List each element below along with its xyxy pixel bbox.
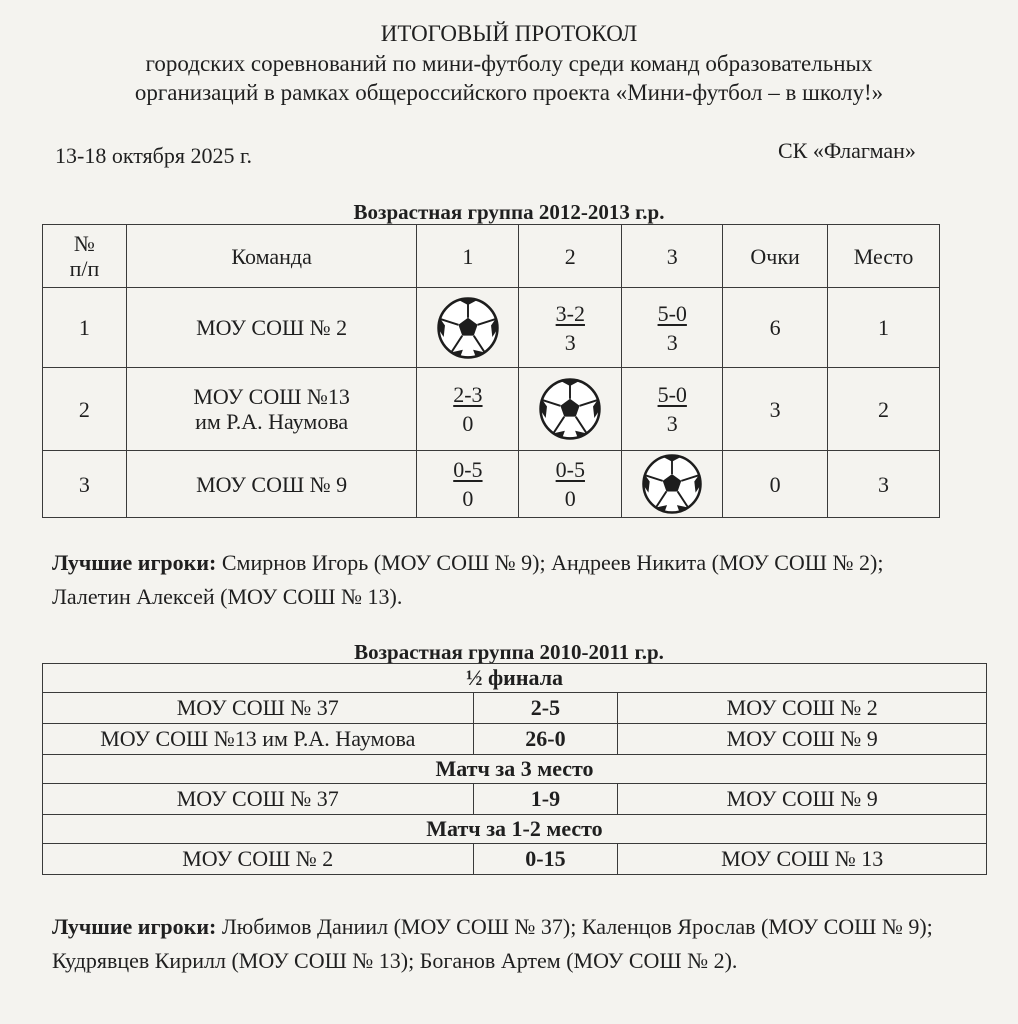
row-num: 2	[43, 368, 127, 451]
row-place: 3	[828, 451, 940, 518]
stage-row	[43, 664, 987, 693]
header-col3: 3	[622, 225, 723, 288]
soccer-ball-icon	[538, 377, 602, 441]
row-place: 1	[828, 288, 940, 368]
match-score: 26-0	[473, 724, 618, 755]
away-team: МОУ СОШ № 9	[618, 724, 987, 755]
match-row	[43, 724, 987, 755]
stage-row	[43, 815, 987, 844]
row-num: 3	[43, 451, 127, 518]
home-team: МОУ СОШ №13 им Р.А. Наумова	[43, 724, 474, 755]
soccer-ball-icon	[436, 296, 500, 360]
document-title: ИТОГОВЫЙ ПРОТОКОЛ	[380, 21, 638, 46]
match-row	[43, 693, 987, 724]
row-team: МОУ СОШ № 9	[126, 451, 417, 518]
header-place: Место	[828, 225, 940, 288]
score-cell: $\frac{3-2}{3}$	[519, 288, 622, 368]
stage-final: Матч за 1-2 место	[43, 815, 987, 844]
row-num: 1	[43, 288, 127, 368]
table-row	[43, 288, 940, 368]
event-venue: СК «Флагман»	[778, 138, 916, 163]
best-players-text: Любимов Даниил (МОУ СОШ № 37); Каленцов Ярослав (МОУ СОШ № 9); Кудрявцев Кирилл (МОУ СОШ № 13); Боганов Артем (МОУ СОШ № 2).	[52, 914, 933, 973]
table-row	[43, 368, 940, 451]
score-cell: $\frac{5-0}{3}$	[622, 288, 723, 368]
match-score: 2-5	[473, 693, 618, 724]
group2-caption: Возрастная группа 2010-2011 г.р.	[354, 640, 664, 664]
event-date: 13-18 октября 2025 г.	[55, 143, 253, 168]
away-team: МОУ СОШ № 9	[618, 784, 987, 815]
row-team: МОУ СОШ №13 им Р.А. Наумова	[126, 368, 417, 451]
stage-semifinal: ½ финала	[43, 664, 987, 693]
away-team: МОУ СОШ № 2	[618, 693, 987, 724]
home-team: МОУ СОШ № 37	[43, 784, 474, 815]
soccer-ball-icon	[641, 453, 703, 515]
stage-third-place: Матч за 3 место	[43, 755, 987, 784]
header-points: Очки	[723, 225, 828, 288]
self-match-cell	[519, 368, 622, 451]
row-place: 2	[828, 368, 940, 451]
score-cell: $\frac{0-5}{0}$	[417, 451, 519, 518]
stage-row	[43, 755, 987, 784]
header-col1: 1	[417, 225, 519, 288]
self-match-cell	[622, 451, 723, 518]
home-team: МОУ СОШ № 37	[43, 693, 474, 724]
self-match-cell	[417, 288, 519, 368]
best-players-label: Лучшие игроки:	[52, 550, 217, 575]
score-cell: $\frac{2-3}{0}$	[417, 368, 519, 451]
match-score: 0-15	[473, 844, 618, 875]
best-players-text: Смирнов Игорь (МОУ СОШ № 9); Андреев Никита (МОУ СОШ № 2); Лалетин Алексей (МОУ СОШ № 13).	[52, 550, 884, 609]
match-score: 1-9	[473, 784, 618, 815]
table-header-row	[43, 225, 940, 288]
row-points: 3	[723, 368, 828, 451]
match-row	[43, 844, 987, 875]
row-team: МОУ СОШ № 2	[126, 288, 417, 368]
group1-best-players	[52, 546, 952, 614]
header-team: Команда	[126, 225, 417, 288]
header-num: № п/п	[43, 225, 127, 288]
header-col2: 2	[519, 225, 622, 288]
row-points: 6	[723, 288, 828, 368]
group1-caption: Возрастная группа 2012-2013 г.р.	[353, 200, 665, 224]
match-row	[43, 784, 987, 815]
group2-best-players	[52, 910, 952, 978]
away-team: МОУ СОШ № 13	[618, 844, 987, 875]
subtitle-line-1: городских соревнований по мини-футболу среди команд образовательных	[145, 51, 873, 76]
score-cell: $\frac{5-0}{3}$	[622, 368, 723, 451]
home-team: МОУ СОШ № 2	[43, 844, 474, 875]
group2-table	[42, 663, 987, 875]
row-points: 0	[723, 451, 828, 518]
table-row	[43, 451, 940, 518]
score-cell: $\frac{0-5}{0}$	[519, 451, 622, 518]
group1-table	[42, 224, 940, 518]
subtitle-line-2: организаций в рамках общероссийского проекта «Мини-футбол – в школу!»	[134, 80, 884, 105]
best-players-label: Лучшие игроки:	[52, 914, 217, 939]
